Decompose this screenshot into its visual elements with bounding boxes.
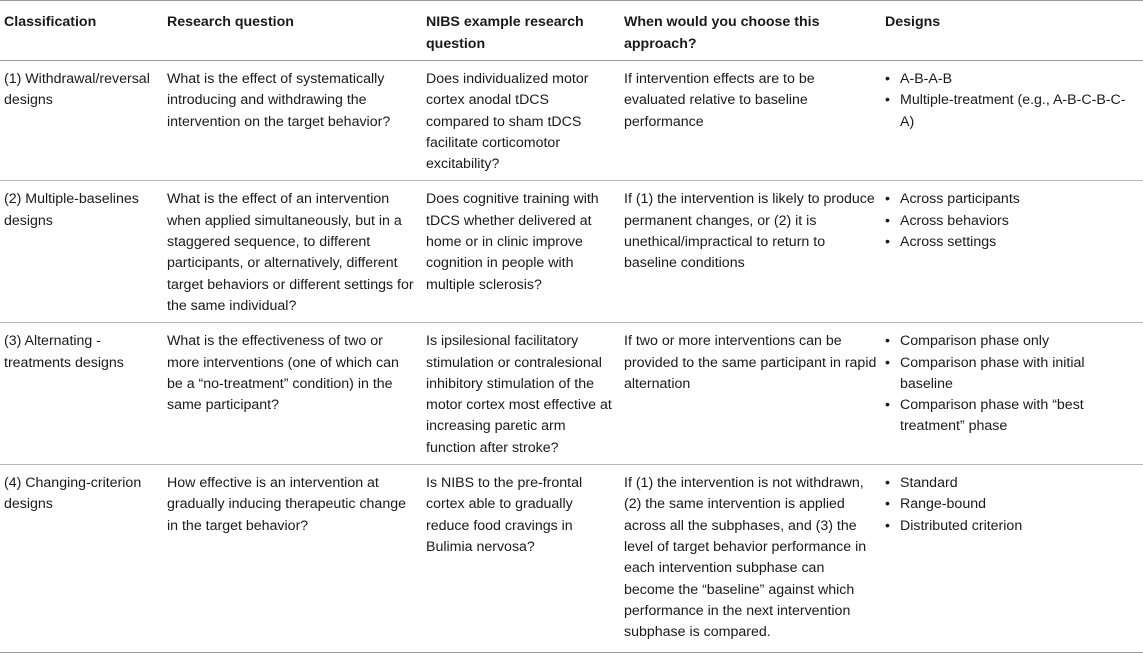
design-item: • Standard (885, 473, 1139, 494)
cell-when-choose: If two or more interventions can be provided to the same participant in rapid alternation (620, 323, 881, 465)
designs-list (885, 69, 1139, 133)
cell-classification: (3) Alternating -treatments designs (0, 323, 163, 465)
designs-list (885, 473, 1139, 537)
table-body (0, 61, 1143, 653)
cell-when-choose: If (1) the intervention is likely to produce permanent changes, or (2) it is unethical/impractical to return to baseline conditions (620, 181, 881, 323)
header-designs: Designs (881, 1, 1143, 61)
cell-classification: (1) Withdrawal/reversal designs (0, 61, 163, 181)
header-classification: Classification (0, 1, 163, 61)
header-row (0, 1, 1143, 61)
design-item: • Across participants (885, 189, 1139, 210)
cell-classification: (2) Multiple-baselines designs (0, 181, 163, 323)
cell-nibs-example: Does individualized motor cortex anodal tDCS compared to sham tDCS facilitate corticomotor excitability? (422, 61, 620, 181)
design-item: • Comparison phase with “best treatment” phase (885, 395, 1139, 438)
header-research-question: Research question (163, 1, 422, 61)
design-item: • Distributed criterion (885, 516, 1139, 537)
table-row (0, 465, 1143, 653)
design-item: • Across settings (885, 232, 1139, 253)
design-item: • Comparison phase only (885, 331, 1139, 352)
table-header (0, 1, 1143, 61)
design-item: • Comparison phase with initial baseline (885, 353, 1139, 396)
cell-when-choose: If intervention effects are to be evaluated relative to baseline performance (620, 61, 881, 181)
design-item: • A-B-A-B (885, 69, 1139, 90)
cell-nibs-example: Is ipsilesional facilitatory stimulation or contralesional inhibitory stimulation of the motor cortex most effective at increasing paretic arm function after stroke? (422, 323, 620, 465)
cell-designs (881, 61, 1143, 181)
table-row (0, 181, 1143, 323)
header-when-choose: When would you choose this approach? (620, 1, 881, 61)
cell-nibs-example: Does cognitive training with tDCS whether delivered at home or in clinic improve cognition in people with multiple sclerosis? (422, 181, 620, 323)
design-item: • Multiple-treatment (e.g., A-B-C-B-C-A) (885, 90, 1139, 133)
design-item: • Across behaviors (885, 211, 1139, 232)
cell-when-choose: If (1) the intervention is not withdrawn, (2) the same intervention is applied across all the subphases, and (3) the level of target behavior performance in each intervention subphase can become the “baseline” against which performance in the next intervention subphase is compared. (620, 465, 881, 653)
cell-designs (881, 465, 1143, 653)
cell-research-question: How effective is an intervention at gradually inducing therapeutic change in the target behavior? (163, 465, 422, 653)
cell-research-question: What is the effect of systematically introducing and withdrawing the intervention on the target behavior? (163, 61, 422, 181)
design-item: • Range-bound (885, 494, 1139, 515)
table-row (0, 61, 1143, 181)
cell-nibs-example: Is NIBS to the pre-frontal cortex able to gradually reduce food cravings in Bulimia nervosa? (422, 465, 620, 653)
table-row (0, 323, 1143, 465)
cell-designs (881, 181, 1143, 323)
designs-list (885, 331, 1139, 437)
cell-research-question: What is the effectiveness of two or more interventions (one of which can be a “no-treatment” condition) in the same participant? (163, 323, 422, 465)
header-nibs-example: NIBS example research question (422, 1, 620, 61)
cell-classification: (4) Changing-criterion designs (0, 465, 163, 653)
designs-list (885, 189, 1139, 253)
cell-research-question: What is the effect of an intervention when applied simultaneously, but in a staggered sequence, to different participants, or alternatively, different target behaviors or different settings for the same individual? (163, 181, 422, 323)
cell-designs (881, 323, 1143, 465)
